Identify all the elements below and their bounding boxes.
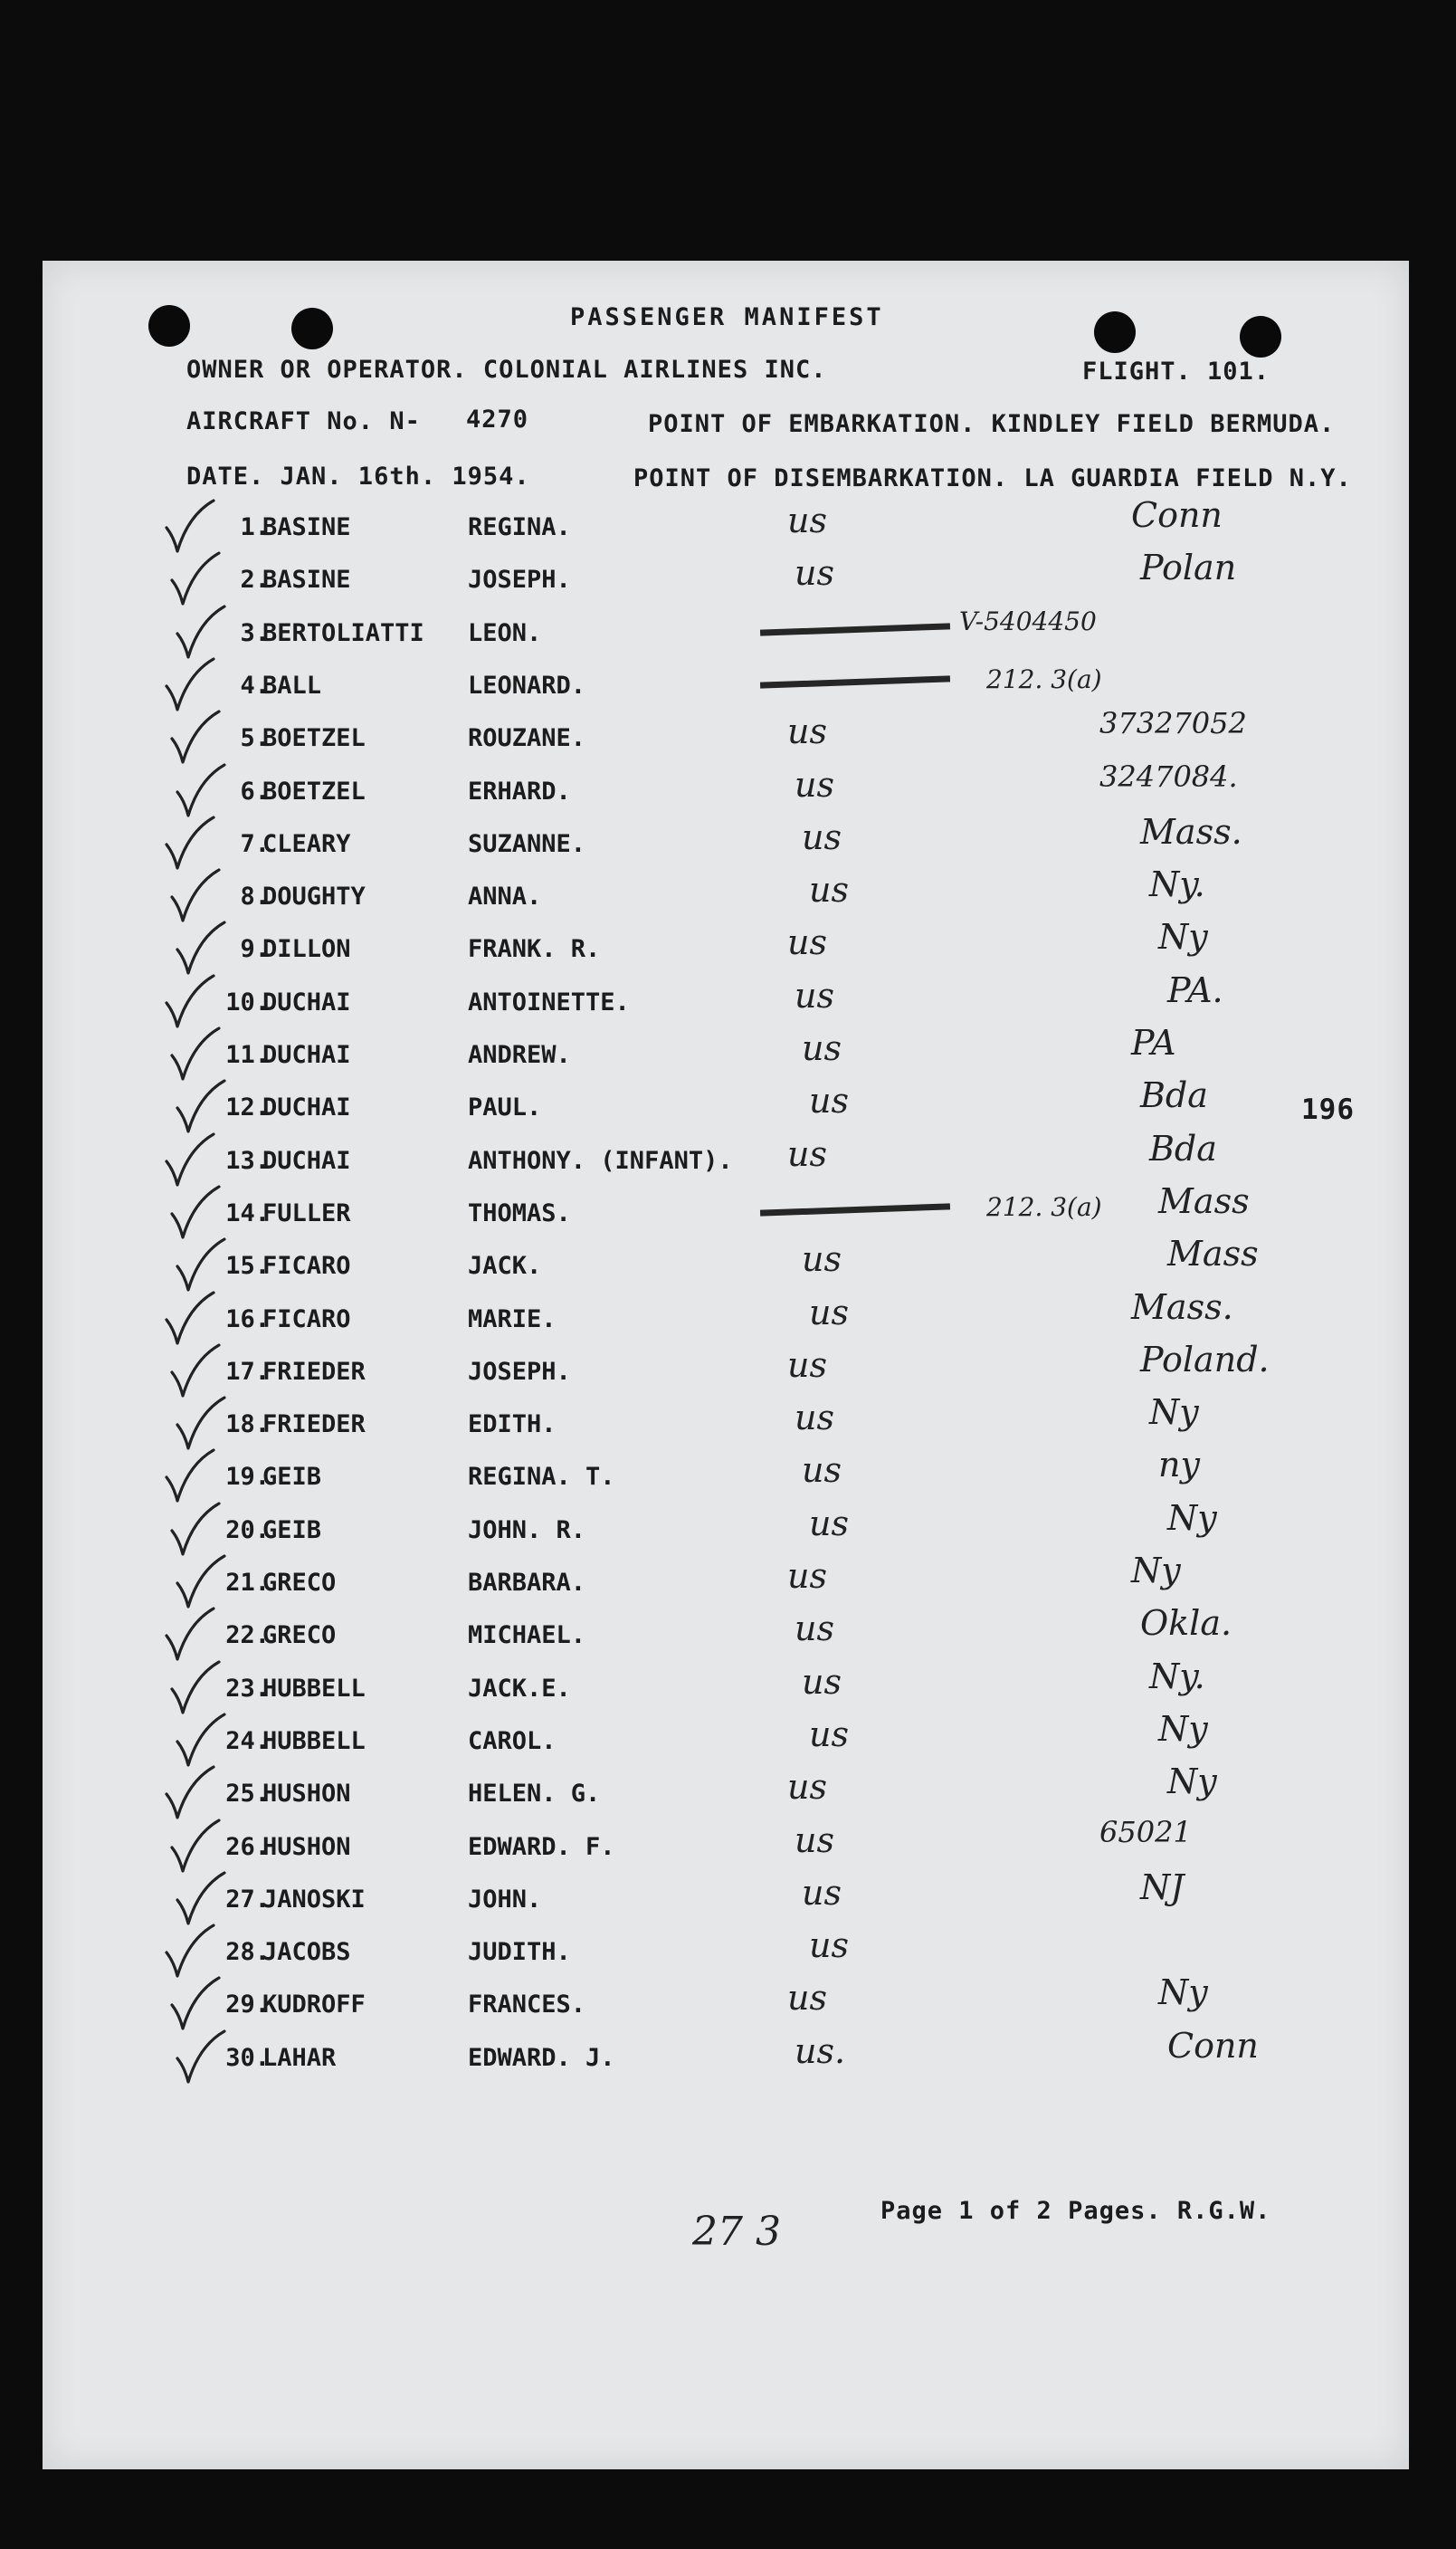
punch-hole: [1094, 311, 1136, 353]
passenger-surname: KUDROFF: [262, 1991, 366, 2019]
passenger-surname: BOETZEL: [262, 724, 366, 752]
passenger-nationality: us: [795, 1398, 834, 1437]
passenger-nationality: us: [802, 1450, 842, 1490]
aircraft-label: AIRCRAFT No. N-: [186, 407, 421, 435]
passenger-number: 1.: [240, 513, 270, 541]
passenger-surname: FICARO: [262, 1305, 351, 1333]
passenger-surname: GRECO: [262, 1569, 337, 1597]
passenger-residence: Ny: [1158, 1709, 1208, 1749]
passenger-surname: HUBBELL: [262, 1727, 366, 1755]
passenger-nationality: us: [795, 976, 834, 1016]
passenger-given-name: MICHAEL.: [468, 1621, 586, 1649]
passenger-surname: BASINE: [262, 566, 351, 594]
aircraft-number: 4270: [466, 406, 529, 434]
passenger-number: 12.: [225, 1093, 270, 1122]
passenger-nationality: us: [802, 1028, 842, 1068]
passenger-given-name: LEON.: [468, 619, 542, 647]
passenger-nationality: us: [787, 1345, 827, 1385]
passenger-number: 28.: [225, 1938, 270, 1966]
manifest-date: DATE. JAN. 16th. 1954.: [186, 463, 530, 491]
passenger-number: 29.: [225, 1991, 270, 2019]
passenger-residence: 37327052: [1099, 706, 1247, 740]
passenger-nationality: us: [802, 817, 842, 857]
passenger-given-name: MARIE.: [468, 1305, 557, 1333]
passenger-number: 3.: [240, 619, 270, 647]
passenger-nationality: us: [787, 501, 827, 540]
passenger-given-name: REGINA. T.: [468, 1463, 615, 1491]
passenger-residence: Conn: [1167, 2026, 1259, 2066]
passenger-residence: Ny: [1167, 1498, 1217, 1538]
passenger-nationality: 212. 3(a): [986, 664, 1102, 694]
passenger-given-name: LEONARD.: [468, 672, 586, 700]
handwritten-note: 27 3: [692, 2209, 781, 2255]
passenger-surname: BOETZEL: [262, 778, 366, 806]
passenger-number: 9.: [240, 935, 270, 963]
passenger-nationality: us: [787, 1556, 827, 1596]
passenger-number: 14.: [225, 1199, 270, 1227]
punch-hole: [291, 308, 333, 349]
passenger-surname: DUCHAI: [262, 988, 351, 1017]
passenger-surname: LAHAR: [262, 2044, 337, 2072]
passenger-given-name: ANTOINETTE.: [468, 988, 630, 1017]
passenger-number: 22.: [225, 1621, 270, 1649]
passenger-number: 20.: [225, 1516, 270, 1544]
passenger-nationality: us: [809, 1504, 849, 1543]
passenger-given-name: ANNA.: [468, 883, 542, 911]
passenger-number: 25.: [225, 1780, 270, 1808]
passenger-number: 23.: [225, 1675, 270, 1703]
passenger-residence: Ny: [1167, 1761, 1217, 1801]
passenger-surname: HUBBELL: [262, 1675, 366, 1703]
passenger-residence: 3247084.: [1099, 759, 1238, 794]
passenger-residence: Polan: [1140, 548, 1237, 587]
passenger-given-name: SUZANNE.: [468, 830, 586, 858]
passenger-given-name: EDITH.: [468, 1410, 557, 1438]
passenger-number: 19.: [225, 1463, 270, 1491]
passenger-nationality: us: [809, 870, 849, 910]
passenger-given-name: REGINA.: [468, 513, 571, 541]
passenger-nationality: us: [802, 1873, 842, 1913]
passenger-given-name: JOHN.: [468, 1885, 542, 1914]
passenger-given-name: ERHARD.: [468, 778, 571, 806]
passenger-surname: GEIB: [262, 1463, 322, 1491]
passenger-nationality: us: [787, 1134, 827, 1174]
passenger-residence: 65021: [1099, 1815, 1192, 1849]
passenger-residence: Mass.: [1131, 1287, 1233, 1327]
passenger-nationality: us: [787, 1767, 827, 1807]
passenger-surname: JACOBS: [262, 1938, 351, 1966]
passenger-residence: Mass.: [1140, 812, 1242, 852]
passenger-surname: FULLER: [262, 1199, 351, 1227]
passenger-number: 5.: [240, 724, 270, 752]
passenger-nationality: us: [795, 765, 834, 805]
passenger-nationality: us: [787, 922, 827, 962]
punch-hole: [148, 305, 190, 347]
passenger-number: 2.: [240, 566, 270, 594]
passenger-surname: GRECO: [262, 1621, 337, 1649]
passenger-given-name: EDWARD. F.: [468, 1833, 615, 1861]
passenger-nationality: us: [795, 1609, 834, 1648]
passenger-number: 8.: [240, 883, 270, 911]
flight-number: FLIGHT. 101.: [1082, 358, 1270, 386]
passenger-number: 6.: [240, 778, 270, 806]
passenger-given-name: JACK.E.: [468, 1675, 571, 1703]
point-of-embarkation: POINT OF EMBARKATION. KINDLEY FIELD BERMUDA.: [648, 410, 1336, 438]
passenger-residence: Ny.: [1149, 864, 1205, 904]
passenger-surname: DUCHAI: [262, 1147, 351, 1175]
passenger-nationality: us: [802, 1662, 842, 1702]
passenger-nationality: us: [809, 1081, 849, 1121]
passenger-surname: JANOSKI: [262, 1885, 366, 1914]
passenger-surname: CLEARY: [262, 830, 351, 858]
passenger-residence: Okla.: [1140, 1603, 1232, 1643]
passenger-given-name: FRANK. R.: [468, 935, 601, 963]
passenger-given-name: ANTHONY. (INFANT).: [468, 1147, 733, 1175]
passenger-given-name: ROUZANE.: [468, 724, 586, 752]
passenger-residence: Mass: [1167, 1234, 1259, 1274]
passenger-nationality: us: [809, 1293, 849, 1332]
passenger-surname: FRIEDER: [262, 1410, 366, 1438]
passenger-given-name: BARBARA.: [468, 1569, 586, 1597]
passenger-surname: HUSHON: [262, 1780, 351, 1808]
passenger-number: 13.: [225, 1147, 270, 1175]
passenger-nationality: us.: [795, 2031, 846, 2071]
passenger-given-name: JOHN. R.: [468, 1516, 586, 1544]
passenger-residence: Mass: [1158, 1181, 1250, 1221]
passenger-nationality: us: [787, 711, 827, 751]
passenger-surname: FRIEDER: [262, 1358, 366, 1386]
passenger-residence: ny: [1158, 1445, 1200, 1485]
passenger-residence: Ny: [1158, 917, 1208, 957]
passenger-surname: DILLON: [262, 935, 351, 963]
passenger-surname: HUSHON: [262, 1833, 351, 1861]
passenger-number: 16.: [225, 1305, 270, 1333]
passenger-nationality: us: [787, 1978, 827, 2018]
passenger-surname: BERTOLIATTI: [262, 619, 424, 647]
passenger-given-name: THOMAS.: [468, 1199, 571, 1227]
passenger-residence: PA.: [1167, 970, 1223, 1010]
passenger-number: 10.: [225, 988, 270, 1017]
passenger-residence: Ny: [1158, 1972, 1208, 2012]
checkmark-icon: [172, 2028, 235, 2091]
passenger-nationality: V-5404450: [959, 606, 1097, 636]
passenger-nationality: us: [809, 1714, 849, 1754]
passenger-residence: Conn: [1131, 495, 1223, 535]
passenger-number: 15.: [225, 1252, 270, 1280]
passenger-given-name: JACK.: [468, 1252, 542, 1280]
side-number: 196: [1301, 1093, 1355, 1126]
passenger-given-name: FRANCES.: [468, 1991, 586, 2019]
passenger-residence: Ny: [1149, 1392, 1199, 1432]
passenger-number: 21.: [225, 1569, 270, 1597]
passenger-number: 30.: [225, 2044, 270, 2072]
passenger-residence: Bda: [1140, 1075, 1208, 1115]
passenger-surname: DUCHAI: [262, 1041, 351, 1069]
passenger-residence: Ny: [1131, 1551, 1181, 1590]
passenger-given-name: JUDITH.: [468, 1938, 571, 1966]
passenger-number: 24.: [225, 1727, 270, 1755]
passenger-number: 27.: [225, 1885, 270, 1914]
passenger-residence: PA: [1131, 1023, 1176, 1063]
passenger-nationality: us: [795, 553, 834, 593]
passenger-surname: DOUGHTY: [262, 883, 366, 911]
passenger-surname: DUCHAI: [262, 1093, 351, 1122]
manifest-title: PASSENGER MANIFEST: [570, 303, 884, 331]
passenger-residence: NJ: [1140, 1867, 1185, 1907]
passenger-surname: FICARO: [262, 1252, 351, 1280]
passenger-number: 7.: [240, 830, 270, 858]
passenger-nationality: us: [795, 1820, 834, 1860]
passenger-number: 26.: [225, 1833, 270, 1861]
passenger-given-name: JOSEPH.: [468, 1358, 571, 1386]
passenger-nationality: 212. 3(a): [986, 1192, 1102, 1222]
passenger-given-name: EDWARD. J.: [468, 2044, 615, 2072]
passenger-number: 11.: [225, 1041, 270, 1069]
passenger-given-name: PAUL.: [468, 1093, 542, 1122]
passenger-nationality: us: [809, 1925, 849, 1965]
passenger-residence: Ny.: [1149, 1656, 1205, 1696]
passenger-surname: BASINE: [262, 513, 351, 541]
punch-hole: [1240, 316, 1281, 358]
passenger-row: [0, 2026, 1456, 2096]
page-count: Page 1 of 2 Pages. R.G.W.: [880, 2197, 1271, 2225]
passenger-number: 17.: [225, 1358, 270, 1386]
passenger-surname: BALL: [262, 672, 322, 700]
passenger-surname: GEIB: [262, 1516, 322, 1544]
passenger-given-name: ANDREW.: [468, 1041, 571, 1069]
passenger-number: 4.: [240, 672, 270, 700]
passenger-residence: Poland.: [1140, 1340, 1270, 1380]
passenger-given-name: CAROL.: [468, 1727, 557, 1755]
point-of-disembarkation: POINT OF DISEMBARKATION. LA GUARDIA FIELD N.Y.: [633, 464, 1352, 492]
passenger-given-name: JOSEPH.: [468, 566, 571, 594]
passenger-number: 18.: [225, 1410, 270, 1438]
passenger-nationality: us: [802, 1239, 842, 1279]
passenger-given-name: HELEN. G.: [468, 1780, 601, 1808]
owner-operator: OWNER OR OPERATOR. COLONIAL AIRLINES INC.: [186, 356, 827, 384]
passenger-residence: Bda: [1149, 1129, 1217, 1169]
